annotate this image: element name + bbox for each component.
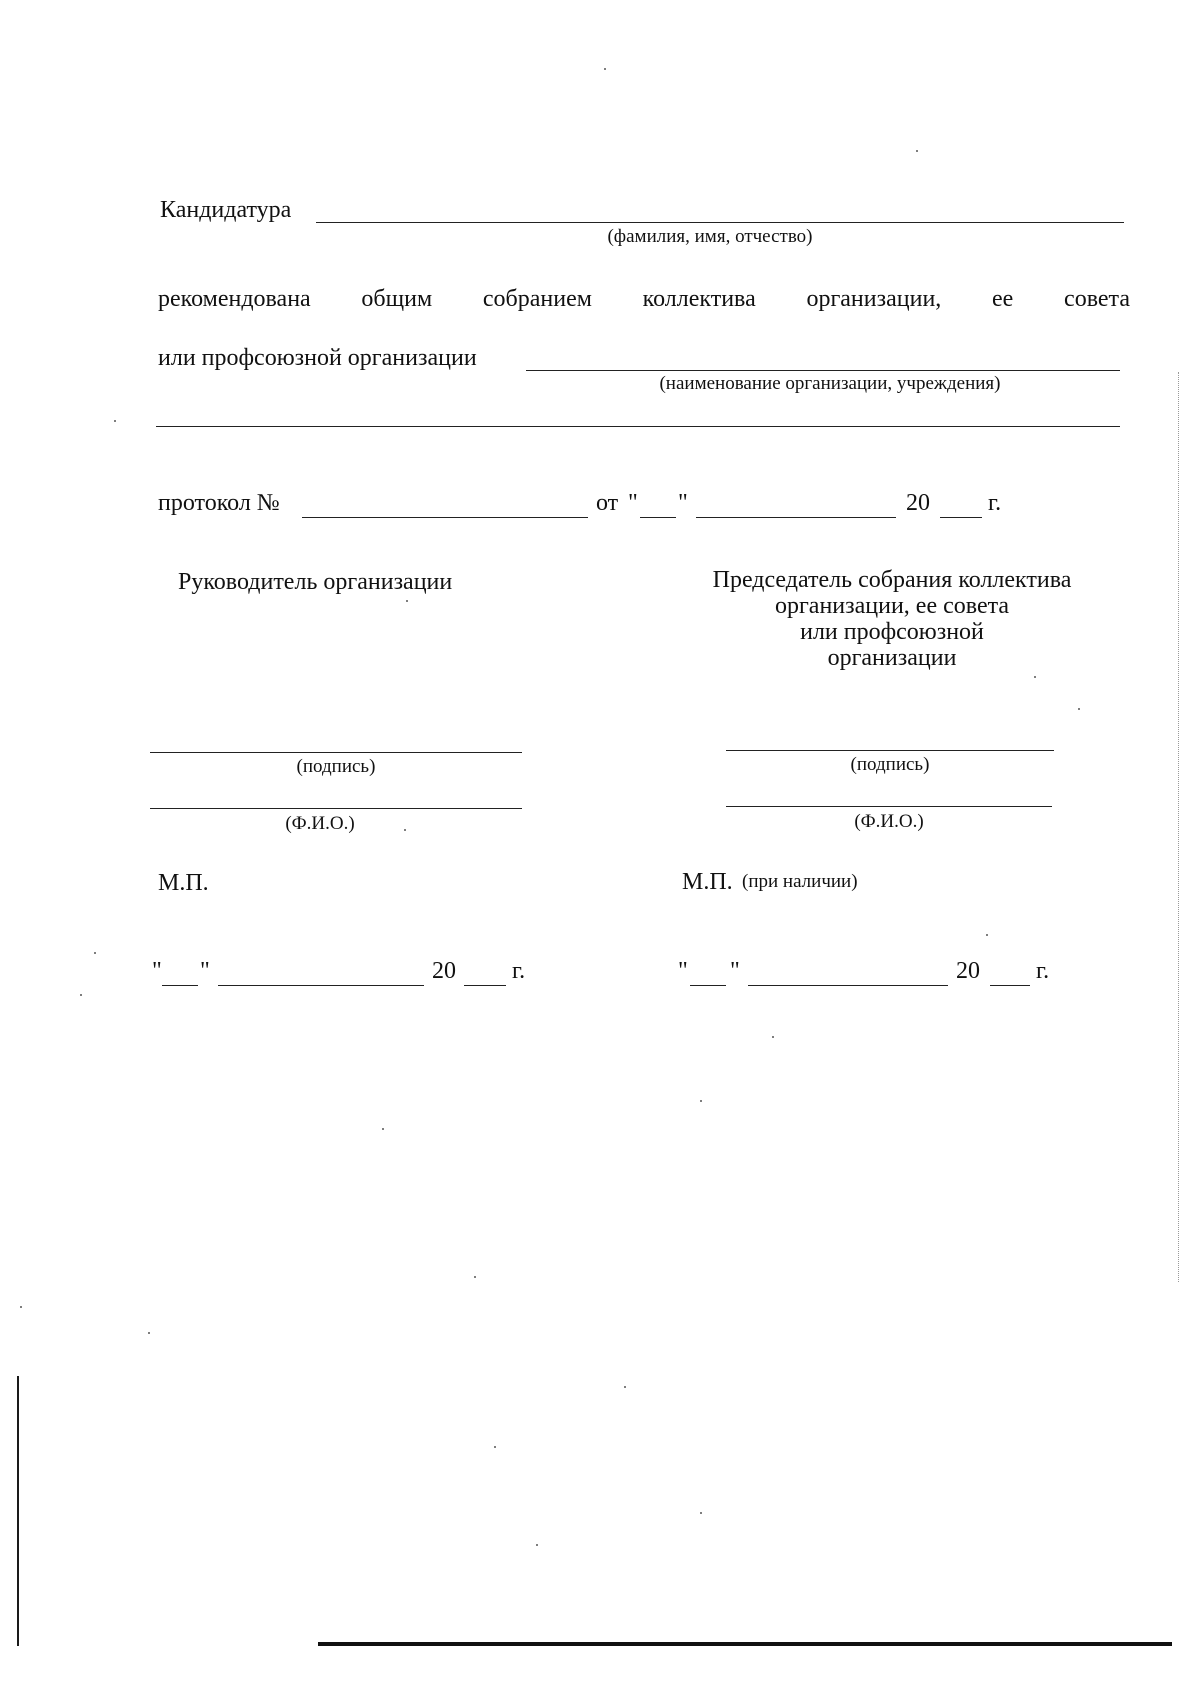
- scan-speck: [700, 1100, 702, 1102]
- scan-bottom-bar: [318, 1642, 1172, 1646]
- left-fio-line: [150, 808, 522, 809]
- left-date-year-blank: [464, 985, 506, 986]
- right-date-open-quote: ": [678, 958, 688, 984]
- left-date-month-blank: [218, 985, 424, 986]
- union-hint: (наименование организации, учреждения): [659, 373, 1001, 394]
- right-date-day-blank: [690, 985, 726, 986]
- protocol-year-suffix: г.: [988, 490, 1002, 516]
- protocol-month-blank: [696, 517, 896, 518]
- left-date-year-prefix: 20: [432, 958, 456, 984]
- union-label: или профсоюзной организации: [158, 345, 477, 371]
- recommended-word: общим: [361, 286, 433, 312]
- left-fio-hint: (Ф.И.О.): [285, 813, 355, 834]
- right-fio-line: [726, 806, 1052, 807]
- left-signature-hint: (подпись): [296, 756, 376, 777]
- scan-speck: [114, 420, 116, 422]
- protocol-from: от: [596, 490, 619, 516]
- scan-speck: [916, 150, 918, 152]
- recommended-word: организации,: [806, 286, 942, 312]
- union-blank-line-2: [156, 426, 1120, 427]
- right-date-year-blank: [990, 985, 1030, 986]
- scan-speck: [404, 829, 406, 831]
- right-signature-line: [726, 750, 1054, 751]
- protocol-number-blank: [302, 517, 588, 518]
- right-title: [672, 567, 1112, 671]
- right-title-line-1: Председатель собрания коллектива: [712, 567, 1072, 593]
- scan-speck: [536, 1544, 538, 1546]
- scan-speck: [382, 1128, 384, 1130]
- recommended-word: рекомендована: [158, 286, 311, 312]
- scan-speck: [986, 934, 988, 936]
- scan-speck: [624, 1386, 626, 1388]
- scan-speck: [474, 1276, 476, 1278]
- left-stamp: М.П.: [158, 870, 209, 896]
- protocol-open-quote: ": [628, 490, 638, 516]
- scan-speck: [772, 1036, 774, 1038]
- union-blank-line: [526, 370, 1120, 371]
- left-title: Руководитель организации: [178, 569, 453, 595]
- protocol-close-quote: ": [678, 490, 688, 516]
- protocol-label: протокол №: [158, 490, 280, 516]
- candidate-hint: (фамилия, имя, отчество): [607, 226, 813, 247]
- protocol-year-prefix: 20: [906, 490, 930, 516]
- scan-speck: [604, 68, 606, 70]
- left-date-close-quote: ": [200, 958, 210, 984]
- right-stamp: М.П.: [682, 869, 733, 895]
- right-date-year-prefix: 20: [956, 958, 980, 984]
- right-title-line-2: организации, ее совета: [774, 593, 1010, 619]
- right-signature-hint: (подпись): [850, 754, 930, 775]
- protocol-day-blank: [640, 517, 676, 518]
- right-date-month-blank: [748, 985, 948, 986]
- right-fio-hint: (Ф.И.О.): [854, 811, 924, 832]
- left-date-year-suffix: г.: [512, 958, 526, 984]
- recommended-word: ее: [992, 286, 1014, 312]
- recommended-word: коллектива: [642, 286, 756, 312]
- scan-speck: [80, 994, 82, 996]
- scan-speck: [1078, 708, 1080, 710]
- recommended-line: [158, 285, 1130, 313]
- protocol-year-blank: [940, 517, 982, 518]
- left-signature-line: [150, 752, 522, 753]
- recommended-word: собранием: [482, 286, 592, 312]
- candidate-label: Кандидатура: [160, 197, 292, 223]
- left-date-day-blank: [162, 985, 198, 986]
- recommended-word: совета: [1064, 286, 1130, 312]
- scan-speck: [494, 1446, 496, 1448]
- left-date-open-quote: ": [152, 958, 162, 984]
- right-stamp-note: (при наличии): [742, 871, 858, 892]
- scan-speck: [700, 1512, 702, 1514]
- right-date-year-suffix: г.: [1036, 958, 1050, 984]
- right-title-line-4: организации: [827, 645, 957, 671]
- scan-right-edge-stripe: [1178, 372, 1180, 1282]
- scan-speck: [148, 1332, 150, 1334]
- scan-speck: [1034, 676, 1036, 678]
- right-title-line-3: или профсоюзной: [800, 619, 984, 645]
- scan-speck: [20, 1306, 22, 1308]
- scan-speck: [406, 600, 408, 602]
- right-date-close-quote: ": [730, 958, 740, 984]
- scan-speck: [94, 952, 96, 954]
- scan-left-edge-stripe: [17, 1376, 19, 1646]
- candidate-blank-line: [316, 222, 1124, 223]
